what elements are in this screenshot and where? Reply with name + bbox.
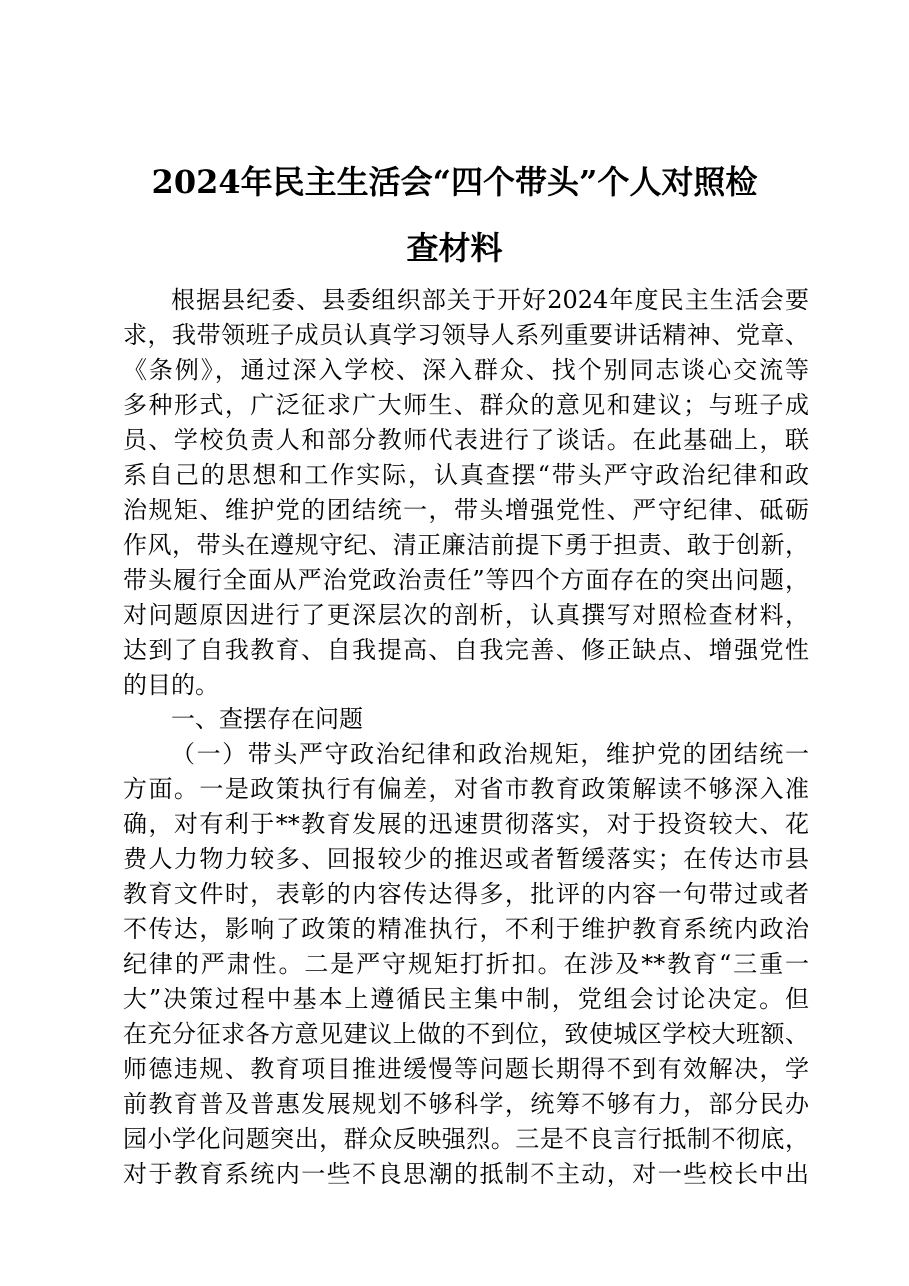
section-paragraph-line: 前教育普及普惠发展规划不够科学，统筹不够有力，部分民办 <box>123 1090 809 1118</box>
section-heading: 一、查摆存在问题 <box>171 705 363 733</box>
section-paragraph-line: 确，对有利于**教育发展的迅速贯彻落实，对于投资较大、花 <box>123 810 809 838</box>
intro-paragraph-line: 多种形式，广泛征求广大师生、群众的意见和建议；与班子成 <box>123 391 809 419</box>
section-paragraph-line: 费人力物力较多、回报较少的推迟或者暂缓落实；在传达市县 <box>123 845 809 873</box>
document-title-line-1: 2024年民主生活会“四个带头”个人对照检 <box>151 163 758 201</box>
intro-paragraph-line: 根据县纪委、县委组织部关于开好2024年度民主生活会要 <box>171 286 809 314</box>
intro-paragraph-line: 的目的。 <box>123 671 219 699</box>
intro-paragraph-line: 达到了自我教育、自我提高、自我完善、修正缺点、增强党性 <box>123 636 809 664</box>
document-title-line-2: 查材料 <box>406 229 503 267</box>
section-paragraph-line: 教育文件时，表彰的内容传达得多，批评的内容一句带过或者 <box>123 880 809 908</box>
intro-paragraph-line: 系自己的思想和工作实际，认真查摆“带头严守政治纪律和政 <box>123 461 809 489</box>
section-paragraph-line: 在充分征求各方意见建议上做的不到位，致使城区学校大班额、 <box>123 1020 809 1048</box>
section-paragraph-line: 不传达，影响了政策的精准执行，不利于维护教育系统内政治 <box>123 915 809 943</box>
intro-paragraph-line: 带头履行全面从严治党政治责任”等四个方面存在的突出问题， <box>123 566 809 594</box>
intro-paragraph-line: 对问题原因进行了更深层次的剖析，认真撰写对照检查材料， <box>123 601 809 629</box>
intro-paragraph-line: 作风，带头在遵规守纪、清正廉洁前提下勇于担责、敢于创新， <box>123 531 809 559</box>
section-paragraph-line: 纪律的严肃性。二是严守规矩打折扣。在涉及**教育“三重一 <box>123 950 809 978</box>
intro-paragraph-line: 员、学校负责人和部分教师代表进行了谈话。在此基础上，联 <box>123 426 809 454</box>
intro-paragraph-line: 《条例》，通过深入学校、深入群众、找个别同志谈心交流等 <box>123 356 809 384</box>
section-paragraph-line: 方面。一是政策执行有偏差，对省市教育政策解读不够深入准 <box>123 775 809 803</box>
intro-paragraph-line: 治规矩、维护党的团结统一，带头增强党性、严守纪律、砥砺 <box>123 496 809 524</box>
section-paragraph-line: 大”决策过程中基本上遵循民主集中制，党组会讨论决定。但 <box>123 985 809 1013</box>
section-paragraph-line: 师德违规、教育项目推进缓慢等问题长期得不到有效解决，学 <box>123 1055 809 1083</box>
section-paragraph-line: 园小学化问题突出，群众反映强烈。三是不良言行抵制不彻底， <box>123 1125 809 1153</box>
section-paragraph-line: （一）带头严守政治纪律和政治规矩，维护党的团结统一 <box>171 740 809 768</box>
section-paragraph-line: 对于教育系统内一些不良思潮的抵制不主动，对一些校长中出 <box>123 1160 809 1188</box>
intro-paragraph-line: 求，我带领班子成员认真学习领导人系列重要讲话精神、党章、 <box>123 321 809 349</box>
